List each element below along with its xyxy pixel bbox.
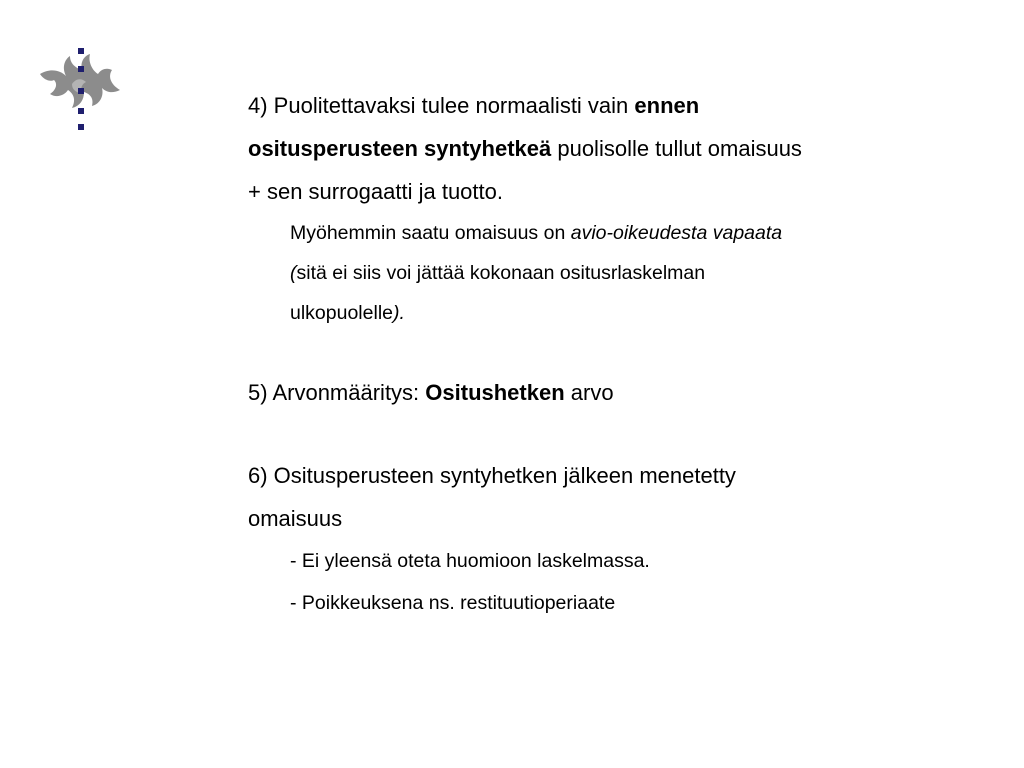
item-4-bold-ennen: ennen bbox=[634, 93, 700, 118]
item-4-line-3: + sen surrogaatti ja tuotto. bbox=[248, 179, 503, 204]
item-4-line-1 bbox=[248, 84, 988, 127]
item-5-text: 5) Arvonmääritys: bbox=[248, 380, 426, 405]
sub-italic: avio-oikeudesta vapaata bbox=[570, 222, 783, 244]
sub-italic-close: ). bbox=[393, 302, 405, 324]
item-4-line-2 bbox=[248, 127, 988, 170]
item-6-bullet-1: - Ei yleensä oteta huomioon laskelmassa. bbox=[290, 550, 650, 572]
sub-text-3: ulkopuolelle bbox=[290, 302, 393, 324]
item-6-line-1: 6) Ositusperusteen syntyhetken jälkeen menetetty bbox=[248, 463, 736, 488]
flame-logo-icon bbox=[36, 48, 128, 136]
spacer bbox=[248, 414, 988, 454]
item-5-bold: Ositushetken bbox=[425, 380, 565, 405]
sub-text: Myöhemmin saatu omaisuus on bbox=[290, 222, 571, 244]
item-4-bold-phrase: ositusperusteen syntyhetkeä bbox=[248, 136, 552, 161]
item-5 bbox=[248, 371, 988, 414]
item-6-line-2: omaisuus bbox=[248, 506, 343, 531]
sub-text-2: sitä ei siis voi jättää kokonaan ositusrlaskelman bbox=[296, 262, 706, 284]
sub-italic-paren: ( bbox=[290, 262, 297, 284]
spacer bbox=[248, 333, 988, 371]
slide-content bbox=[248, 84, 988, 624]
item-4-text: 4) Puolitettavaksi tulee normaalisti vain bbox=[248, 93, 635, 118]
item-6-bullet-2: - Poikkeuksena ns. restituutioperiaate bbox=[290, 592, 616, 614]
item-4-sub-line-3 bbox=[248, 293, 988, 333]
item-5-text-2: arvo bbox=[564, 380, 614, 405]
item-4-sub-line-2 bbox=[248, 253, 988, 293]
item-4-sub-line-1 bbox=[248, 213, 988, 253]
item-4-text-2: puolisolle tullut omaisuus bbox=[551, 136, 802, 161]
university-logo bbox=[36, 48, 128, 136]
